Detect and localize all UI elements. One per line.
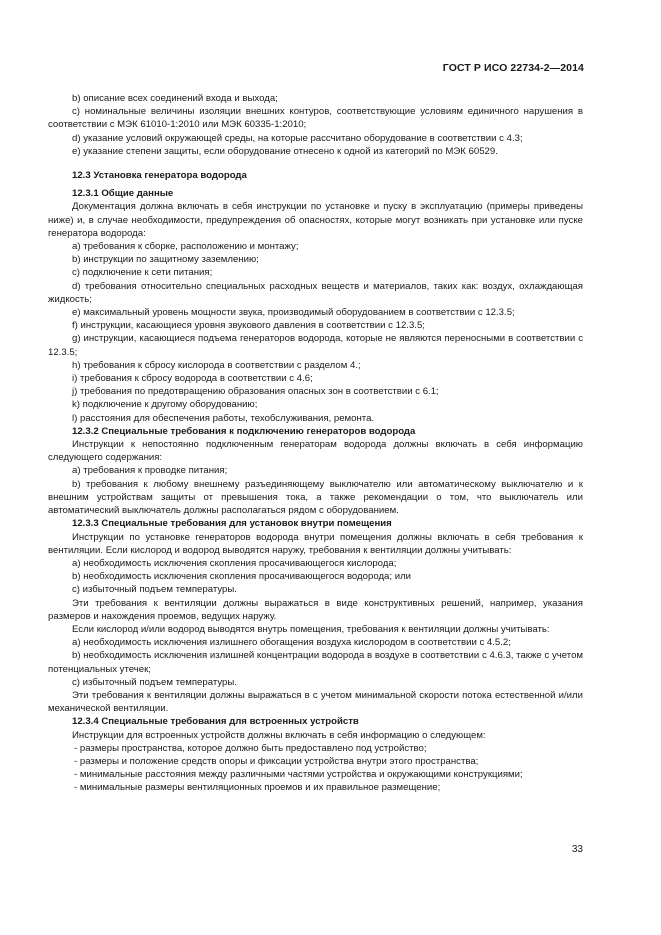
list-item: b) описание всех соединений входа и выхода; xyxy=(72,93,278,104)
list-item: b) необходимость исключения излишней концентрации водорода в воздухе в соответствии с 4.6.3, также с учетом потенциальных утечек; xyxy=(48,650,583,675)
list-item: a) требования к проводке питания; xyxy=(72,465,228,477)
list-item: b) инструкции по защитному заземлению; xyxy=(72,254,259,266)
paragraph: Инструкции по установке генераторов водорода внутри помещения должны включать в себя требования к вентиляции. Если кислород и водород выводятся наружу, требования к вентиляции должны учитывать: xyxy=(48,531,583,556)
list-item: c) подключение к сети питания; xyxy=(72,267,213,279)
paragraph: Эти требования к вентиляции должны выражаться в виде конструктивных решений, например, указания размеров и нахождения проемов, ведущих наружу. xyxy=(48,597,583,622)
subsection-heading-12-3-1: 12.3.1 Общие данные xyxy=(72,188,174,200)
list-item: g) инструкции, касающиеся подъема генераторов водорода, которые не являются переносными в соответствии с 12.3.5; xyxy=(48,333,583,358)
list-item: - минимальные размеры вентиляционных проемов и их правильное размещение; xyxy=(74,782,441,794)
list-item: a) необходимость исключения излишнего обогащения воздуха кислородом в соответствии с 4.5.2; xyxy=(72,637,511,649)
list-item: k) подключение к другому оборудованию; xyxy=(72,399,258,411)
list-item: e) указание степени защиты, если оборудование отнесено к одной из категорий по МЭК 60529. xyxy=(72,145,498,157)
list-item: - размеры пространства, которое должно быть предоставлено под устройство; xyxy=(74,742,427,754)
section-heading-12-3: 12.3 Установка генератора водорода xyxy=(72,170,247,182)
paragraph: Эти требования к вентиляции должны выражаться в с учетом минимальной скорости потока естественной и/или механической вентиляции. xyxy=(48,689,583,715)
list-item: c) номинальные величины изоляции внешних контуров, соответствующие условиям единичного нарушения в соответствии с МЭК 61010-1:2010 или МЭК 60335-1:2010; xyxy=(48,106,583,131)
subsection-heading-12-3-4: 12.3.4 Специальные требования для встроенных устройств xyxy=(72,716,359,728)
paragraph: Инструкции для встроенных устройств должны включать в себя информацию о следующем: xyxy=(72,729,486,741)
subsection-heading-12-3-3: 12.3.3 Специальные требования для установок внутри помещения xyxy=(72,518,392,530)
list-item: c) избыточный подъем температуры. xyxy=(72,584,237,596)
subsection-heading-12-3-2: 12.3.2 Специальные требования к подключению генераторов водорода xyxy=(72,425,416,437)
page-content xyxy=(48,92,583,795)
list-item: d) указание условий окружающей среды, на которые рассчитано оборудование в соответствии с 4.3; xyxy=(72,132,523,144)
page-number: 33 xyxy=(571,844,583,855)
list-item: f) инструкции, касающиеся уровня звукового давления в соответствии с 12.3.5; xyxy=(72,320,425,332)
paragraph: Если кислород и/или водород выводятся внутрь помещения, требования к вентиляции должны учитывать: xyxy=(72,623,550,635)
document-header: ГОСТ Р ИСО 22734-2—2014 xyxy=(442,62,584,74)
list-item: a) необходимость исключения скопления просачивающегося кислорода; xyxy=(72,557,397,569)
list-item: b) требования к любому внешнему разъединяющему выключателю или автоматическому выключателю и к внешним устройствам защиты от превышения тока, а также рекомендации о том, что выключатель или автоматический выключатель должны располагаться рядом с оборудованием. xyxy=(48,478,583,517)
list-item: - минимальные расстояния между различными частями устройства и окружающими конструкциями; xyxy=(74,769,523,781)
list-item: i) требования к сбросу водорода в соответствии с 4.6; xyxy=(72,373,313,385)
list-item: - размеры и положение средств опоры и фиксации устройства внутри этого пространства; xyxy=(74,755,479,767)
paragraph: Инструкции к непостоянно подключенным генераторам водорода должны включать в себя информацию следующего содержания: xyxy=(48,439,583,464)
list-item: d) требования относительно специальных расходных веществ и материалов, таких как: воздух, охлаждающая жидкость; xyxy=(48,280,583,305)
list-item: c) избыточный подъем температуры. xyxy=(72,676,237,688)
list-item: b) необходимость исключения скопления просачивающегося водорода; или xyxy=(72,571,412,583)
list-item: h) требования к сбросу кислорода в соответствии с разделом 4.; xyxy=(72,359,361,371)
list-item: l) расстояния для обеспечения работы, техобслуживания, ремонта. xyxy=(72,412,375,424)
list-item: j) требования по предотвращению образования опасных зон в соответствии с 6.1; xyxy=(72,386,439,398)
list-item: e) максимальный уровень мощности звука, производимый оборудованием в соответствии с 12.3.5; xyxy=(72,307,515,319)
list-item: a) требования к сборке, расположению и монтажу; xyxy=(72,241,299,253)
paragraph: Документация должна включать в себя инструкции по установке и пуску в эксплуатацию (примеры приведены ниже) и, в случае необходимости, предупреждения об опасностях, которые могут возникать при установке или пуске генератора водорода: xyxy=(48,201,583,239)
